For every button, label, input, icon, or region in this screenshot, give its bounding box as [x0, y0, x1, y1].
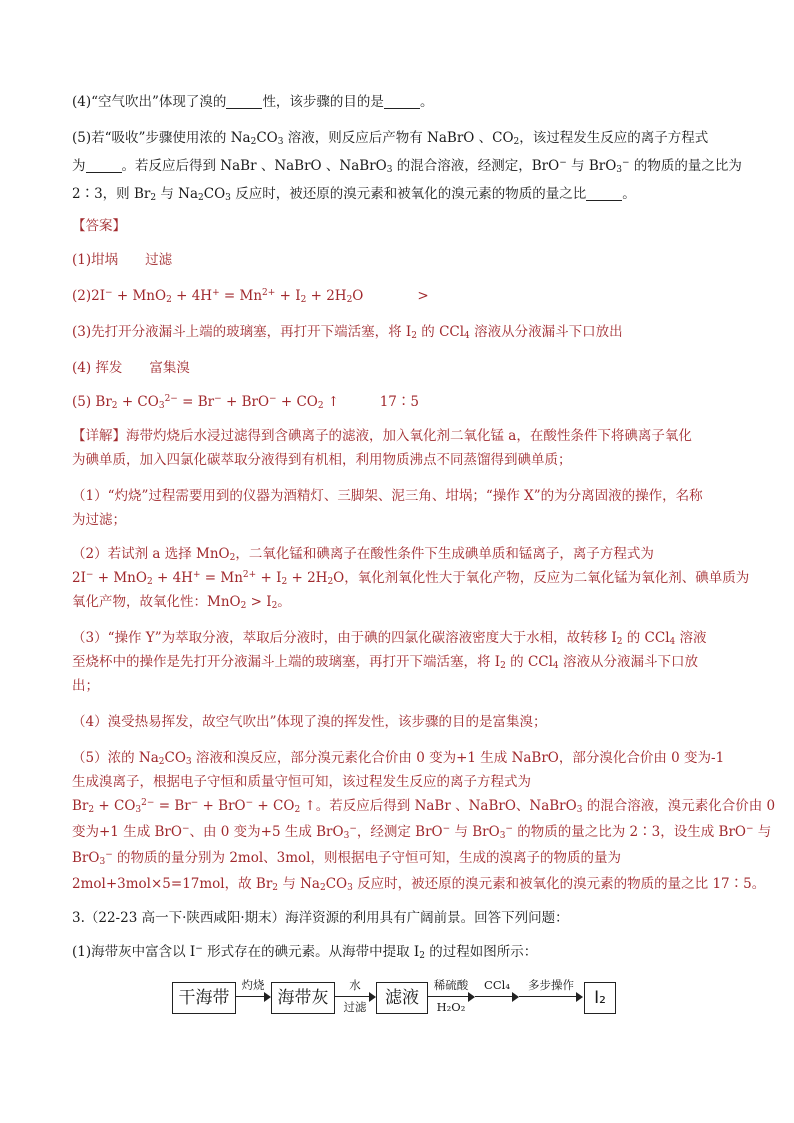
flow-arrow-ccl4 [475, 978, 519, 1018]
arrow-label-top: CCl₄ [484, 978, 510, 992]
detail-5-line-4: 变为+1 生成 BrO−、由 0 变为+5 生成 BrO$_3$−，经测定 BrO− 与 BrO$_3$− 的物质的量之比为 2∶3，设生成 BrO− 与 [72, 824, 772, 841]
detail-1-line-2: 为过滤； [72, 512, 126, 528]
detail-2-line-1: （2）若试剂 a 选择 MnO$_2$，二氧化锰和碘离子在酸性条件下生成碘单质和锰离子，离子方程式为 [72, 546, 654, 563]
detail-5-line-1: （5）浓的 $Na_2CO_3$ 溶液和溴反应，部分溴元素化合价由 0 变为+1 生成 NaBrO，部分溴化合价由 0 变为-1 [72, 750, 725, 767]
arrow-label-top: 多步操作 [528, 978, 574, 992]
question-5-line-1: (5)若“吸收”步骤使用浓的 $Na_2CO_3$ 溶液，则反应后产物有 NaBrO 、$CO_2$，该过程发生反应的离子方程式 [72, 130, 709, 147]
detail-5-line-3: $Br_2 + CO_3^{2-} = Br^- + BrO^- + CO_2$ ↑。若反应后得到 NaBr 、NaBrO、NaBrO$_3$ 的混合溶液，溴元素化合价由 0 [72, 798, 776, 815]
detail-5-line-2: 生成溴离子，根据电子守恒和质量守恒可知，该过程发生反应的离子方程式为 [72, 774, 531, 790]
flow-arrow-burn [235, 978, 271, 1018]
answer-blank [586, 186, 622, 201]
arrow-head-icon [512, 992, 519, 1002]
arrow-head-icon [576, 992, 583, 1002]
detail-3-line-2: 至烧杯中的操作是先打开分液漏斗上端的玻璃塞，再打开下端活塞，将 $I_2$ 的 CCl$_4$ 溶液从分液漏斗下口放 [72, 654, 698, 671]
flow-box-dry-kelp: 干海带 [172, 982, 236, 1014]
flow-arrow-multistep [519, 978, 583, 1018]
question-5-line-2: 为 。若反应后得到 NaBr 、NaBrO 、NaBrO$_3$ 的混合溶液，经测定，BrO− 与 BrO$_3$− 的物质的量之比为 [72, 158, 742, 175]
flow-box-kelp-ash: 海带灰 [271, 982, 335, 1014]
flow-arrow-water-filter [334, 978, 376, 1018]
question-4: (4)“空气吹出”体现了溴的 性，该步骤的目的是 。 [72, 94, 434, 110]
flow-arrow-acid-peroxide [427, 978, 475, 1018]
answer-4: (4) 挥发 富集溴 [72, 360, 190, 376]
detail-1-line-1: （1）“灼烧”过程需要用到的仪器为酒精灯、三脚架、泥三角、坩埚；“操作 X”的为分离固液的操作，名称 [72, 488, 703, 504]
answer-5: (5) $Br_2 + CO_3^{2-} = Br^- + BrO^- + CO_2$ ↑ 17∶5 [72, 394, 419, 411]
arrow-label-top: 水 [349, 978, 361, 992]
iodine-extraction-flowchart [172, 968, 632, 1038]
detail-intro-2: 为碘单质，加入四氯化碳萃取分液得到有机相，利用物质沸点不同蒸馏得到碘单质； [72, 452, 572, 468]
flow-box-iodine: I₂ [584, 982, 616, 1014]
arrow-label-bottom: H₂O₂ [436, 1000, 466, 1014]
flow-box-filtrate: 滤液 [376, 982, 428, 1014]
detail-label: 【详解】 [72, 428, 126, 444]
detail-3-line-3: 出； [72, 678, 99, 694]
detail-4: （4）溴受热易挥发，故空气吹出”体现了溴的挥发性，该步骤的目的是富集溴； [72, 714, 547, 730]
detail-3-line-1: （3）“操作 Y”为萃取分液，萃取后分液时，由于碘的四氯化碳溶液密度大于水相，故转移 $I_2$ 的 CCl$_4$ 溶液 [72, 630, 707, 647]
arrow-label-top: 稀硫酸 [433, 978, 469, 992]
answer-2: $(2)2I^- + MnO_2 + 4H^+ = Mn^{2+} + I_2 + 2H_2O$ > [72, 288, 429, 305]
question-3-part-1: (1)海带灰中富含以 I− 形式存在的碘元素。从海带中提取 $I_2$ 的过程如图所示： [72, 944, 538, 961]
arrow-label-bottom: 过滤 [343, 1000, 367, 1014]
detail-2-line-2: $2I^- + MnO_2 + 4H^+ = Mn^{2+} + I_2 + 2H_2O$，氧化剂氧化性大于氧化产物，反应为二氧化锰为氧化剂、碘单质为 [72, 570, 750, 587]
detail-intro-1: 【详解】海带灼烧后水浸过滤得到含碘离子的滤液，加入氧化剂二氧化锰 a，在酸性条件下将碘离子氧化 [72, 428, 692, 444]
answer-blank [226, 94, 262, 109]
question-5-line-3: 2∶3，则 $Br_2$ 与 $Na_2CO_3$ 反应时，被还原的溴元素和被氧化的溴元素的物质的量之比 。 [72, 186, 636, 203]
detail-2-line-3: 氧化产物，故氧化性：$MnO_2 > I_2$。 [72, 594, 291, 611]
answer-blank [384, 94, 420, 109]
arrow-head-icon [264, 992, 271, 1002]
answer-3: (3)先打开分液漏斗上端的玻璃塞，再打开下端活塞，将 $I_2$ 的 CCl$_4$ 溶液从分液漏斗下口放出 [72, 324, 623, 341]
arrow-label-top: 灼烧 [241, 978, 265, 992]
answer-blank [86, 158, 122, 173]
question-3-title: 3.（22-23 高一下·陕西咸阳·期末）海洋资源的利用具有广阔前景。回答下列问题： [72, 910, 569, 926]
detail-5-line-5: BrO$_3$− 的物质的量分别为 2mol、3mol，则根据电子守恒可知，生成的溴离子的物质的量为 [72, 850, 621, 867]
answer-label: 【答案】 [72, 218, 126, 234]
answer-1: (1)坩埚 过滤 [72, 252, 173, 268]
detail-5-line-6: 2mol+3mol×5=17mol，故 $Br_2$ 与 $Na_2CO_3$ 反应时，被还原的溴元素和被氧化的溴元素的物质的量之比 17∶5。 [72, 876, 766, 893]
